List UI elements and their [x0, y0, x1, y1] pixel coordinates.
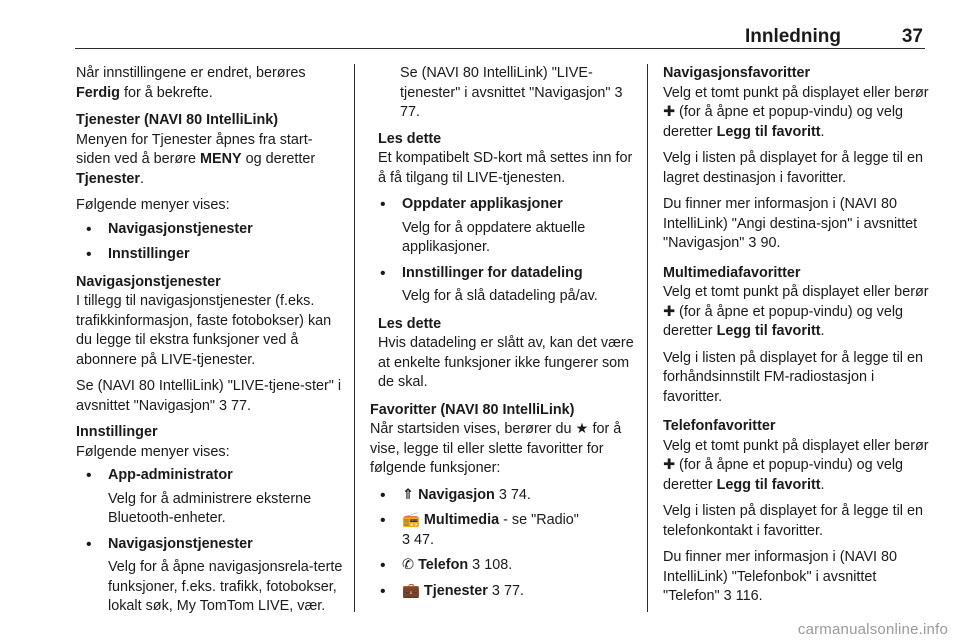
- settings-intro: Følgende menyer vises:: [76, 443, 230, 460]
- intro-paragraph: Når innstillingene er endret, berøres Ferdig for å bekrefte.: [76, 65, 306, 101]
- list-item: • ⇑ Navigasjon 3 74.: [370, 486, 640, 506]
- phone-favorites-paragraph: Velg et tomt punkt på displayet eller berør ✚ (for å åpne et popup-vindu) og velg deretter Legg til favoritt.: [663, 437, 929, 493]
- note-text: Et kompatibelt SD-kort må settes inn for å få tilgang til LIVE-tjenesten.: [378, 150, 633, 186]
- page-number: 37: [901, 26, 923, 47]
- page-ref-icon: 3: [614, 84, 623, 101]
- continued-reference: Se (NAVI 80 IntelliLink) "LIVE-tjenester" i avsnittet "Navigasjon" 3 77.: [400, 65, 623, 120]
- phone-favorites-paragraph-2: Velg i listen på displayet for å legge til en telefonkontakt i favoritter.: [663, 503, 923, 539]
- list-item: • App-administrator Velg for å administrere eksterne Bluetooth-enheter.: [76, 466, 346, 529]
- page-ref-icon: 3: [491, 582, 500, 599]
- page-ref-icon: 3: [723, 588, 732, 604]
- column-2: [370, 64, 640, 609]
- column-3: [663, 64, 935, 614]
- ferdig-term: Ferdig: [76, 84, 120, 101]
- plus-icon: ✚: [663, 104, 676, 120]
- nav-favorites-reference: Du finner mer informasjon i (NAVI 80 IntelliLink) "Angi destina-sjon" i avsnittet "Navigasjon" 3 90.: [663, 196, 918, 251]
- nav-services-paragraph: I tillegg til navigasjonstjenester (f.eks. trafikkinformasjon, faste fotobokser) kan du legge til ekstra funksjoner ved å abonnere på LIVE-tjenester.: [76, 293, 332, 368]
- page-ref-icon: 3: [472, 557, 481, 573]
- settings-list: [76, 466, 346, 617]
- list-item: • Navigasjonstjenester: [76, 220, 346, 240]
- page-ref-icon: 3: [402, 531, 411, 548]
- favorites-heading: Favoritter (NAVI 80 IntelliLink): [370, 401, 575, 418]
- favorites-paragraph: Når startsiden vises, berører du ★ for å vise, legge til eller slette favoritter for følgende funksjoner:: [370, 421, 622, 476]
- services-heading: Tjenester (NAVI 80 IntelliLink): [76, 112, 279, 128]
- phone-favorites-heading: Telefonfavoritter: [663, 418, 776, 434]
- column-1: [76, 64, 346, 625]
- page-ref-icon: 3: [498, 486, 507, 503]
- services-items-list: [370, 195, 640, 307]
- plus-icon: ✚: [663, 303, 676, 320]
- list-item: • ✆ Telefon 3 108.: [370, 556, 640, 576]
- nav-favorites-paragraph: Velg et tomt punkt på displayet eller berør ✚ (for å åpne et popup-vindu) og velg deretter Legg til favoritt.: [663, 84, 929, 140]
- page-header: [75, 22, 925, 49]
- nav-favorites-paragraph-2: Velg i listen på displayet for å legge til en lagret destinasjon i favoritter.: [663, 150, 923, 186]
- menus-list: [76, 220, 346, 265]
- note-text: Hvis datadeling er slått av, kan det være at enkelte funksjoner ikke fungerer som de skal.: [378, 335, 634, 390]
- plus-icon: ✚: [663, 457, 676, 473]
- multimedia-favorites-paragraph: Velg et tomt punkt på displayet eller berør ✚ (for å åpne et popup-vindu) og velg deretter Legg til favoritt.: [663, 284, 929, 339]
- list-item: • 💼 Tjenester 3 77.: [370, 582, 640, 602]
- menus-intro: Følgende menyer vises:: [76, 197, 230, 213]
- radio-icon: 📻: [402, 512, 420, 528]
- nav-services-reference: Se (NAVI 80 IntelliLink) "LIVE-tjene-ster" i avsnittet "Navigasjon" 3 77.: [76, 378, 342, 414]
- favorites-list: [370, 486, 640, 602]
- list-item: • 📻 Multimedia - se "Radio" 3 47.: [370, 511, 640, 550]
- column-divider-2: [647, 64, 648, 612]
- section-title: Innledning: [744, 26, 841, 47]
- note-heading: Les dette: [378, 130, 442, 147]
- list-item: • Innstillinger: [76, 245, 346, 265]
- list-item: • Navigasjonstjenester Velg for å åpne navigasjonsrela-terte funksjoner, f.eks. trafikk, fotobokser, lokalt søk, My TomTom LIVE, vær.: [76, 535, 346, 617]
- note-heading: Les dette: [378, 315, 442, 332]
- phone-icon: ✆: [402, 557, 415, 573]
- services-paragraph: Menyen for Tjenester åpnes fra start-siden ved å berøre MENY og deretter Tjenester.: [76, 131, 316, 187]
- settings-heading: Innstillinger: [76, 424, 158, 440]
- nav-services-heading: Navigasjonstjenester: [76, 273, 221, 290]
- multimedia-favorites-heading: Multimediafavoritter: [663, 264, 801, 281]
- page-ref-icon: 3: [748, 235, 757, 251]
- watermark: carmanualsonline.info: [797, 621, 948, 638]
- phone-favorites-reference: Du finner mer informasjon i (NAVI 80 IntelliLink) "Telefonbok" i avsnittet "Telefon" 3 116.: [663, 549, 898, 604]
- navigation-icon: ⇑: [402, 486, 415, 503]
- column-divider-1: [354, 64, 355, 612]
- multimedia-favorites-paragraph-2: Velg i listen på displayet for å legge til en forhåndsinnstilt FM-radiostasjon i favoritter.: [663, 349, 923, 405]
- list-item: • Oppdater applikasjoner Velg for å oppdatere aktuelle applikasjoner.: [370, 195, 640, 258]
- page-ref-icon: 3: [219, 397, 228, 414]
- briefcase-icon: 💼: [402, 582, 420, 599]
- star-icon: ★: [575, 421, 589, 437]
- list-item: • Innstillinger for datadeling Velg for å slå datadeling på/av.: [370, 264, 640, 307]
- nav-favorites-heading: Navigasjonsfavoritter: [663, 65, 811, 81]
